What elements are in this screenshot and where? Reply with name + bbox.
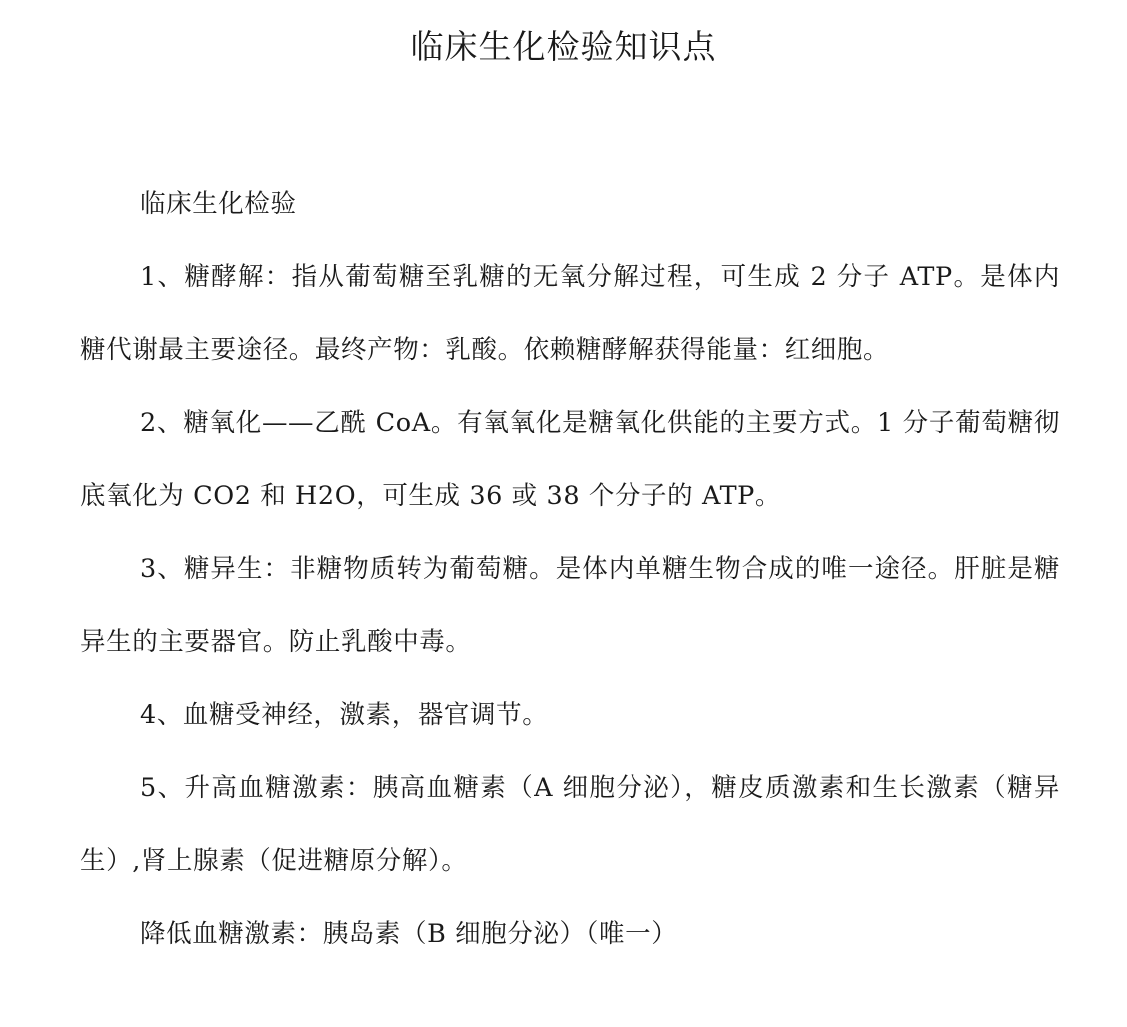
paragraph-hypoglycemic-hormones: 降低血糖激素：胰岛素（B 细胞分泌）（唯一） bbox=[140, 919, 678, 949]
document-title: 临床生化检验知识点 bbox=[410, 27, 717, 66]
section-heading: 临床生化检验 bbox=[140, 189, 297, 219]
paragraph-gluconeogenesis: 3、糖异生：非糖物质转为葡萄糖。是体内单糖生物合成的唯一途径。肝脏是糖异生的主要器官。防止乳酸中毒。 bbox=[80, 554, 1060, 657]
paragraph-glycolysis: 1、糖酵解：指从葡萄糖至乳糖的无氧分解过程，可生成 2 分子 ATP。是体内糖代谢最主要途径。最终产物：乳酸。依赖糖酵解获得能量：红细胞。 bbox=[80, 262, 1060, 365]
paragraph-glucose-oxidation: 2、糖氧化——乙酰 CoA。有氧氧化是糖氧化供能的主要方式。1 分子葡萄糖彻底氧化为 CO2 和 H2O，可生成 36 或 38 个分子的 ATP。 bbox=[80, 408, 1060, 511]
paragraph-blood-glucose-regulation: 4、血糖受神经，激素，器官调节。 bbox=[140, 700, 549, 730]
paragraph-hyperglycemic-hormones: 5、升高血糖激素：胰高血糖素（A 细胞分泌），糖皮质激素和生长激素（糖异生）,肾上腺素（促进糖原分解）。 bbox=[80, 773, 1060, 876]
document-body bbox=[80, 168, 1060, 971]
